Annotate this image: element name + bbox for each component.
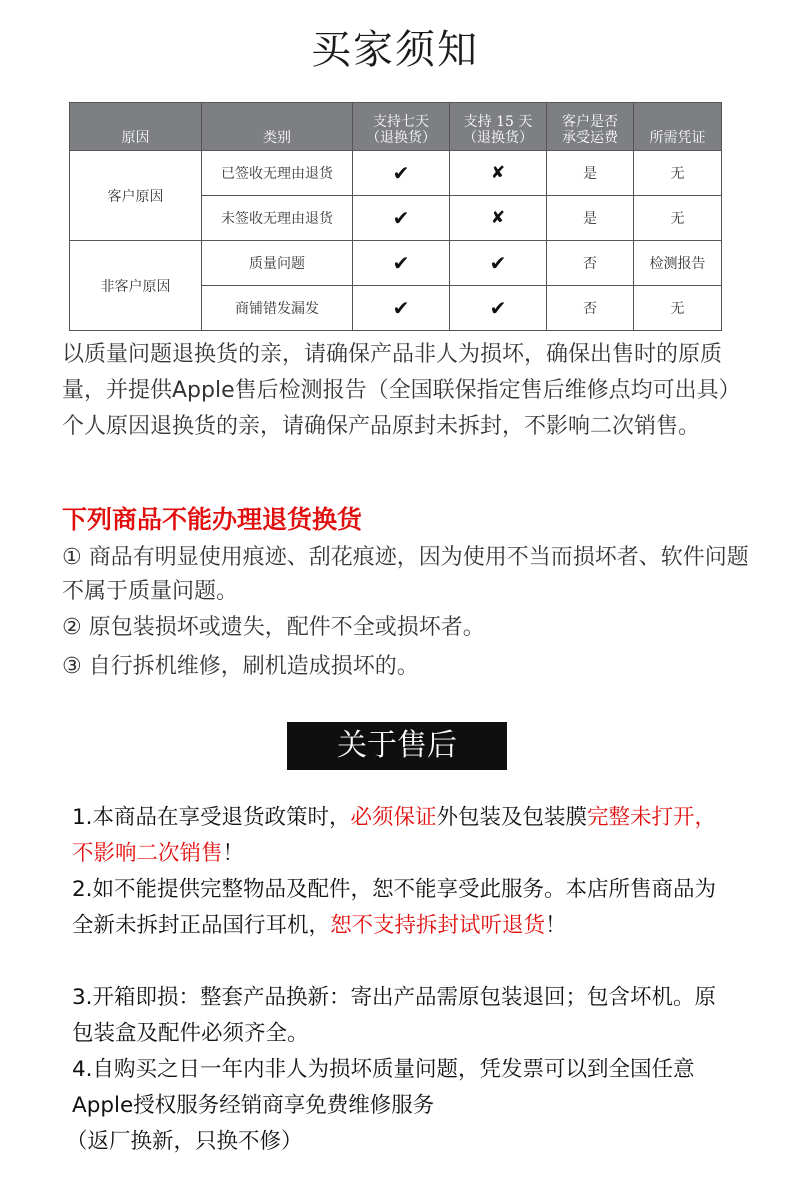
group-customer-reason: 客户原因 (70, 151, 202, 241)
cell-proof: 无 (634, 286, 722, 331)
after-sales-item-3: 3.开箱即损：整套产品换新：寄出产品需原包装退回；包含坏机。原包装盒及配件必须齐全。 (72, 985, 717, 1046)
after-sales-item-4: 4.自购买之日一年内非人为损坏质量问题，凭发票可以到全国任意Apple授权服务经销商享免费维修服务 (72, 1057, 695, 1118)
header-seven-day: 支持七天 （退换货） (353, 103, 450, 151)
no-return-heading: 下列商品不能办理退货换货 (62, 505, 363, 534)
after-sales-item-2: 2.如不能提供完整物品及配件，恕不能享受此服务。本店所售商品为全新未拆封正品国行耳机，恕不支持拆封试听退货！ (72, 877, 717, 938)
after-sales-title: 关于售后 (287, 722, 507, 770)
check-icon: ✔ (450, 286, 547, 331)
cell-proof: 检测报告 (634, 241, 722, 286)
quality-notice: 以质量问题退换货的亲，请确保产品非人为损坏，确保出售时的原质量，并提供Apple售后检测报告（全国联保指定售后维修点均可出具）个人原因退换货的亲，请确保产品原封未拆封，不影响二次销售。 (62, 342, 741, 439)
check-icon: ✔ (353, 286, 450, 331)
list-item: ② 原包装损坏或遗失，配件不全或损坏者。 (62, 615, 485, 640)
cell-freight: 否 (547, 241, 634, 286)
cross-icon: ✘ (450, 151, 547, 196)
header-reason: 原因 (70, 103, 202, 151)
cell-freight: 否 (547, 286, 634, 331)
after-sales-item-1: 1.本商品在享受退货政策时，必须保证外包装及包装膜完整未打开，不影响二次销售！ (72, 805, 717, 866)
header-proof: 所需凭证 (634, 103, 722, 151)
cell-freight: 是 (547, 151, 634, 196)
list-item: ① 商品有明显使用痕迹、刮花痕迹，因为使用不当而损坏者、软件问题不属于质量问题。 (62, 545, 749, 604)
table-row (70, 151, 722, 196)
check-icon: ✔ (353, 196, 450, 241)
page-title: 买家须知 (311, 27, 479, 73)
cross-icon: ✘ (450, 196, 547, 241)
cell-freight: 是 (547, 196, 634, 241)
header-fifteen-day: 支持 15 天 （退换货） (450, 103, 547, 151)
group-non-customer-reason: 非客户原因 (70, 241, 202, 331)
table-header-row (70, 103, 722, 151)
header-freight: 客户是否 承受运费 (547, 103, 634, 151)
cell-category: 质量问题 (202, 241, 353, 286)
cell-category: 未签收无理由退货 (202, 196, 353, 241)
table-row (70, 241, 722, 286)
cell-proof: 无 (634, 151, 722, 196)
cell-proof: 无 (634, 196, 722, 241)
header-category: 类别 (202, 103, 353, 151)
list-item: ③ 自行拆机维修，刷机造成损坏的。 (62, 654, 419, 679)
return-policy-table (69, 102, 722, 331)
check-icon: ✔ (450, 241, 547, 286)
check-icon: ✔ (353, 241, 450, 286)
cell-category: 商铺错发漏发 (202, 286, 353, 331)
cell-category: 已签收无理由退货 (202, 151, 353, 196)
check-icon: ✔ (353, 151, 450, 196)
after-sales-item-5: （返厂换新，只换不修） (66, 1129, 303, 1154)
